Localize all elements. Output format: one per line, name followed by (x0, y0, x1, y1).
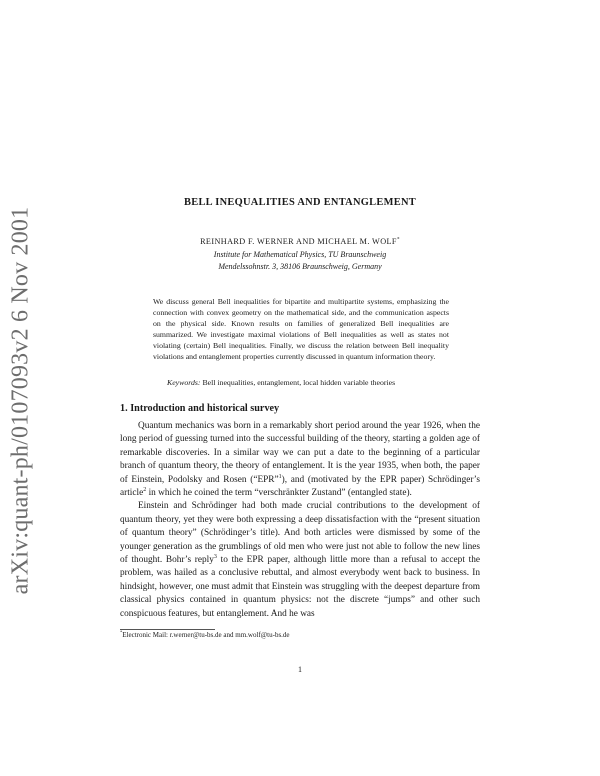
page-number: 1 (298, 665, 302, 674)
paragraph-text: ), and (motivated by the EPR paper) Schrödinger’s article (120, 474, 480, 499)
body-paragraph (120, 420, 480, 500)
paper-title: BELL INEQUALITIES AND ENTANGLEMENT (183, 197, 417, 208)
citation-mark: 2 (143, 486, 147, 493)
affiliation-address: Mendelssohnstr. 3, 38106 Braunschweig, Germany (218, 262, 382, 271)
keywords (167, 377, 457, 388)
author-line (0, 237, 600, 246)
keywords-text: Bell inequalities, entanglement, local hidden variable theories (202, 378, 396, 387)
paragraph-text: to the EPR paper, although little more than a refusal to accept the problem, was hailed as a conclusive rebuttal, and almost everybody went back to business. In hindsight, however, one must admit that Einstein was struggling with the deepest departure from classical physics contained in quantum physics: not the discrete “jumps” and other such conspicuous features, but entanglement. And he was (120, 555, 480, 619)
arxiv-identifier-text: arXiv:quant-ph/0107093v2 6 Nov 2001 (7, 206, 34, 594)
section-body (120, 420, 480, 621)
paragraph-text: Quantum mechanics was born in a remarkably short period around the year 1926, when the long period of guessing turned into the successful building of the theory, starting a golden age of remarkable discoveries. In a similar way we can put a date to the beginning of a particular branch of quantum theory, the theory of entanglement. It is the year 1935, when both, the paper of Einstein, Podolsky and Rosen (“EPR” (120, 421, 480, 485)
paragraph-text: in which he coined the term “verschränkter Zustand” (entangled state). (146, 488, 412, 499)
section-heading: 1. Introduction and historical survey (120, 403, 280, 414)
paragraph-text: Einstein and Schrödinger had both made crucial contributions to the development of quantum theory, yet they were both expressing a deep dissatisfaction with the “present situation of quantum theory” (Schrödinger’s title). And both articles were dismissed by some of the younger generation as the grumblings of old men who were just not able to follow the new lines of thought. Bohr’s reply (120, 501, 480, 566)
abstract: We discuss general Bell inequalities for bipartite and multipartite systems, emphasizing the connection with convex geometry on the mathematical side, and the communication aspects on the physical side. Known results on families of generalized Bell inequalities are summarized. We investigate maximal violations of Bell inequalities as well as states not violating (certain) Bell inequalities. Finally, we discuss the relation between Bell inequality violations and entanglement properties currently discussed in quantum information theory. (153, 297, 449, 361)
author-names: REINHARD F. WERNER AND MICHAEL M. WOLF (200, 237, 397, 246)
footnote-divider (120, 629, 215, 630)
footnote-text: Electronic Mail: r.werner@tu-bs.de and mm.wolf@tu-bs.de (122, 631, 290, 639)
citation-mark: 3 (213, 553, 217, 560)
footnote (120, 631, 480, 640)
body-paragraph (120, 500, 480, 621)
arxiv-identifier-stamp (4, 180, 38, 620)
citation-mark: 1 (278, 473, 282, 480)
footnote-mark: * (120, 629, 123, 635)
keywords-label: Keywords: (167, 378, 201, 387)
author-footnote-mark: * (396, 236, 400, 243)
affiliation-institute: Institute for Mathematical Physics, TU Braunschweig (213, 250, 387, 259)
